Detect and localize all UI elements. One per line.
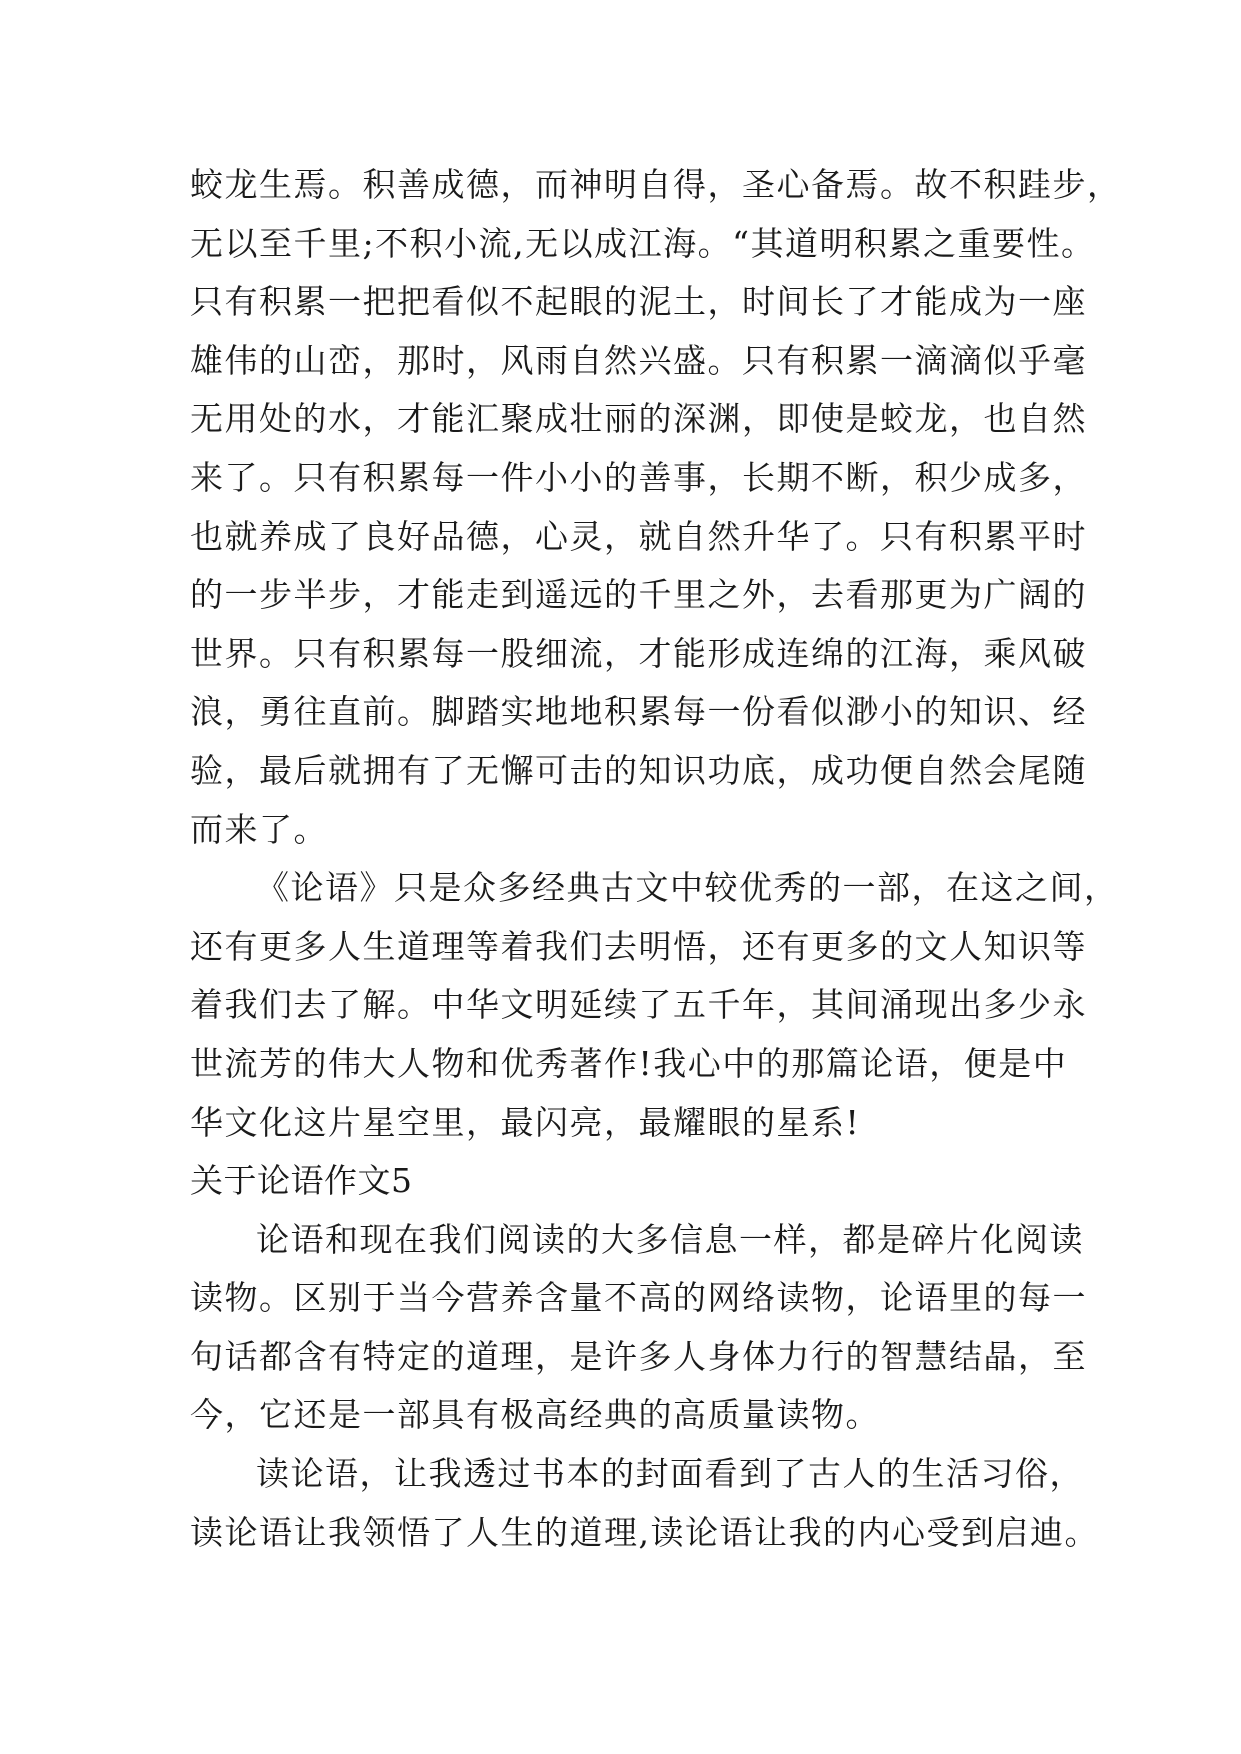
text-line: 浪，勇往直前。脚踏实地地积累每一份看似渺小的知识、经 <box>190 692 1087 732</box>
paragraph-start-line: 《论语》只是众多经典古文中较优秀的一部，在这之间， <box>256 868 1119 908</box>
text-line: 也就养成了良好品德，心灵，就自然升华了。只有积累平时 <box>190 516 1087 556</box>
text-line: 验，最后就拥有了无懈可击的知识功底，成功便自然会尾随 <box>190 750 1087 790</box>
section-heading: 关于论语作文5 <box>190 1161 413 1201</box>
text-line: 来了。只有积累每一件小小的善事，长期不断，积少成多， <box>190 457 1087 497</box>
text-line: 句话都含有特定的道理，是许多人身体力行的智慧结晶，至 <box>190 1336 1087 1376</box>
text-line: 无以至千里;不积小流,无以成江海。“其道明积累之重要性。 <box>190 223 1096 263</box>
text-line: 蛟龙生焉。积善成德，而神明自得，圣心备焉。故不积跬步， <box>190 165 1122 204</box>
text-line: 的一步半步，才能走到遥远的千里之外，去看那更为广阔的 <box>190 575 1087 615</box>
text-line: 无用处的水，才能汇聚成壮丽的深渊，即使是蛟龙，也自然 <box>190 399 1087 439</box>
text-line: 读物。区别于当今营养含量不高的网络读物，论语里的每一 <box>190 1278 1087 1318</box>
text-line: 世流芳的伟大人物和优秀著作!我心中的那篇论语，便是中 <box>190 1043 1068 1083</box>
text-line: 雄伟的山峦，那时，风雨自然兴盛。只有积累一滴滴似乎毫 <box>190 340 1087 380</box>
text-line: 读论语让我领悟了人生的道理,读论语让我的内心受到启迪。 <box>190 1512 1099 1552</box>
text-line: 世界。只有积累每一股细流，才能形成连绵的江海，乘风破 <box>190 633 1087 673</box>
text-line: 还有更多人生道理等着我们去明悟，还有更多的文人知识等 <box>190 926 1087 966</box>
text-line: 今，它还是一部具有极高经典的高质量读物。 <box>190 1395 880 1435</box>
text-line: 华文化这片星空里，最闪亮，最耀眼的星系! <box>190 1102 861 1142</box>
paragraph-start-line: 论语和现在我们阅读的大多信息一样，都是碎片化阅读 <box>256 1219 1084 1259</box>
text-line: 而来了。 <box>190 809 328 849</box>
text-line: 着我们去了解。中华文明延续了五千年，其间涌现出多少永 <box>190 985 1087 1025</box>
paragraph-start-line: 读论语，让我透过书本的封面看到了古人的生活习俗， <box>256 1454 1084 1494</box>
document-body <box>190 156 1122 1562</box>
text-line: 只有积累一把把看似不起眼的泥土，时间长了才能成为一座 <box>190 282 1087 322</box>
